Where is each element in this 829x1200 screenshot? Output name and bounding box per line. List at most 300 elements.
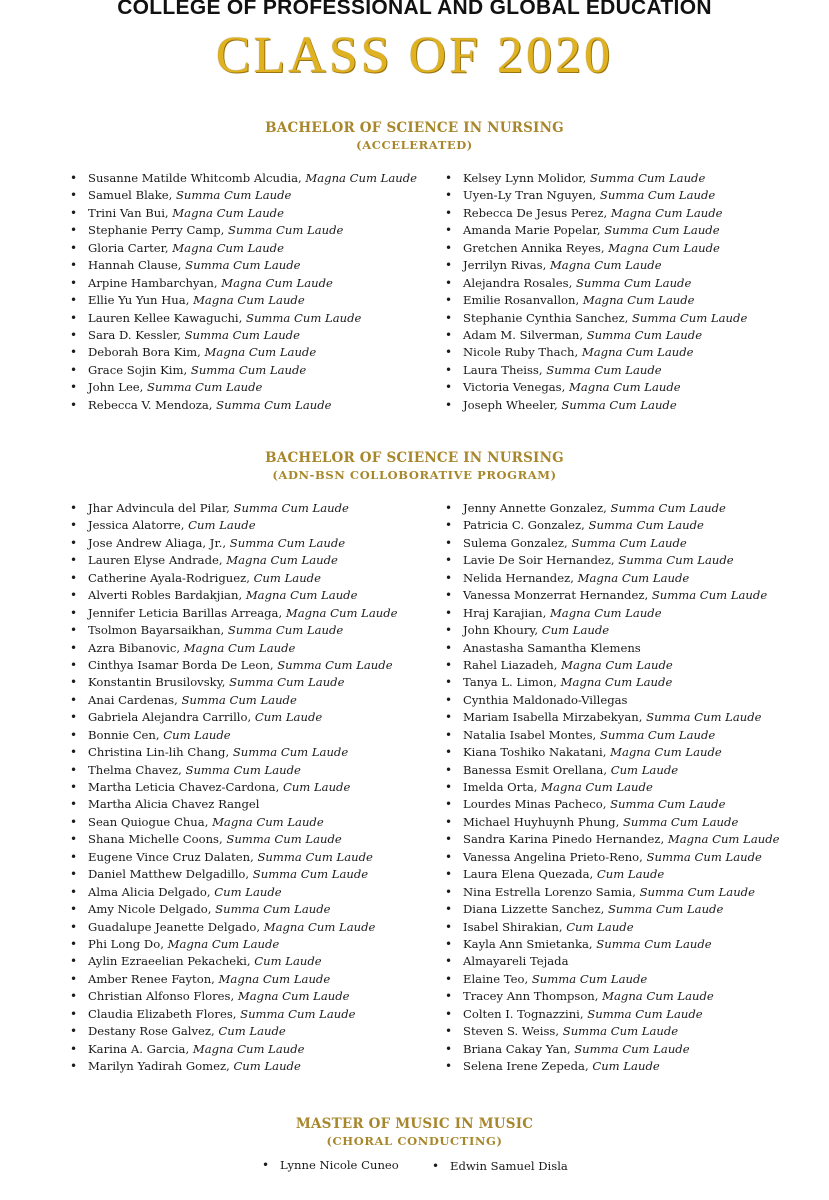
graduate-list-item xyxy=(70,814,398,831)
latin-honor: Summa Cum Laude xyxy=(232,745,349,760)
latin-honor: Summa Cum Laude xyxy=(646,849,762,864)
graduate-name: Banessa Esmit Orellana xyxy=(463,762,604,777)
graduate-list-item xyxy=(70,344,417,361)
class-of-2020-title: CLASS OF 2020 xyxy=(215,27,614,84)
graduate-name: Thelma Chavez xyxy=(88,762,179,777)
latin-honor: Magna Cum Laude xyxy=(285,605,398,620)
honor-separator: , xyxy=(177,327,185,342)
latin-honor: Magna Cum Laude xyxy=(549,605,662,620)
graduate-name: Ellie Yu Yun Hua xyxy=(88,293,186,308)
honor-separator: , xyxy=(524,971,532,986)
latin-honor: Magna Cum Laude xyxy=(610,745,722,760)
honor-separator: , xyxy=(207,902,216,917)
graduate-list-item xyxy=(70,622,398,639)
latin-honor: Magna Cum Laude xyxy=(667,832,780,847)
graduate-name: Kayla Ann Smietanka xyxy=(463,936,589,951)
graduate-name: Azra Bibanovic xyxy=(88,640,177,655)
graduate-name: Stephanie Cynthia Sanchez xyxy=(463,310,625,325)
honor-separator: , xyxy=(588,936,597,951)
graduate-name: Jenny Annette Gonzalez xyxy=(463,501,604,515)
graduate-name: Trini Van Bui xyxy=(88,205,165,220)
honor-separator: , xyxy=(575,293,583,308)
latin-honor: Cum Laude xyxy=(233,1059,301,1073)
graduate-list-item xyxy=(70,570,398,587)
graduate-name: Isabel Shirakian xyxy=(463,919,559,934)
graduate-list-item xyxy=(70,919,398,936)
honor-separator: , xyxy=(245,867,253,882)
honor-separator: , xyxy=(558,919,567,934)
graduate-name: Tracey Ann Thompson xyxy=(463,989,595,1004)
honor-separator: , xyxy=(183,362,191,377)
graduate-name: Lauren Kellee Kawaguchi xyxy=(88,310,239,325)
graduate-list-item xyxy=(70,936,398,953)
latin-honor: Summa Cum Laude xyxy=(599,188,716,203)
honor-separator: , xyxy=(603,762,611,777)
honor-separator: , xyxy=(197,345,205,360)
graduate-name: Rebecca De Jesus Perez xyxy=(463,205,604,220)
honor-separator: , xyxy=(584,1059,593,1073)
graduate-name: Joseph Wheeler xyxy=(463,397,554,412)
honor-separator: , xyxy=(222,535,230,550)
latin-honor: Summa Cum Laude xyxy=(216,397,332,412)
graduate-list-item xyxy=(445,779,779,796)
graduate-name: Gloria Carter xyxy=(88,240,165,255)
honor-separator: , xyxy=(246,570,254,585)
latin-honor: Summa Cum Laude xyxy=(622,814,739,829)
graduate-list-item xyxy=(432,1158,568,1175)
latin-honor: Cum Laude xyxy=(610,762,679,777)
honor-separator: , xyxy=(602,797,611,812)
graduate-name: Marilyn Yadirah Gomez xyxy=(88,1059,227,1073)
graduate-list-item xyxy=(70,1058,398,1075)
honor-separator: , xyxy=(220,223,229,238)
graduate-list-item xyxy=(445,744,779,761)
graduate-list-item xyxy=(70,988,398,1005)
latin-honor: Magna Cum Laude xyxy=(212,814,324,829)
latin-honor: Cum Laude xyxy=(254,954,322,969)
graduate-list-item xyxy=(70,275,417,292)
graduate-list-item xyxy=(445,552,779,569)
honor-separator: , xyxy=(218,553,227,568)
honor-separator: , xyxy=(542,605,550,620)
graduate-list-item xyxy=(70,1023,398,1040)
latin-honor: Summa Cum Laude xyxy=(229,535,346,550)
graduate-list-item xyxy=(70,779,398,796)
graduate-name: Arpine Hambarchyan xyxy=(88,275,214,290)
graduate-list-item xyxy=(70,535,398,552)
latin-honor: Summa Cum Laude xyxy=(185,258,301,273)
graduate-name: Jessica Alatorre xyxy=(88,518,181,533)
honor-separator: , xyxy=(579,327,587,342)
graduate-list-item xyxy=(445,692,779,709)
graduate-list-item xyxy=(70,257,417,274)
graduate-list-item xyxy=(445,674,779,691)
graduate-name: Eugene Vince Cruz Dalaten xyxy=(88,849,251,864)
latin-honor: Magna Cum Laude xyxy=(237,989,350,1004)
graduate-name: Samuel Blake xyxy=(88,188,169,203)
latin-honor: Magna Cum Laude xyxy=(577,570,690,585)
graduate-list-item xyxy=(445,936,779,953)
latin-honor: Cum Laude xyxy=(218,1024,286,1039)
graduate-name: Jerrilyn Rivas xyxy=(463,258,543,273)
graduate-list-item xyxy=(445,727,779,744)
honor-separator: , xyxy=(297,171,306,185)
honor-separator: , xyxy=(225,745,233,760)
honor-separator: , xyxy=(250,849,258,864)
honor-separator: , xyxy=(600,240,609,255)
graduate-list-item xyxy=(70,205,417,222)
latin-honor: Magna Cum Laude xyxy=(172,240,284,255)
graduate-name: Konstantin Brusilovsky xyxy=(88,675,222,690)
graduate-name: Jose Andrew Aliaga, Jr. xyxy=(88,535,223,550)
graduate-list-item xyxy=(70,310,417,327)
graduate-list-item xyxy=(445,517,779,534)
graduate-name: Lynne Nicole Cuneo xyxy=(280,1158,399,1172)
honor-separator: , xyxy=(632,884,640,899)
graduate-list-item xyxy=(445,1023,779,1040)
latin-honor: Magna Cum Laude xyxy=(263,919,376,934)
honor-separator: , xyxy=(164,240,173,255)
graduate-name: Selena Irene Zepeda xyxy=(463,1059,585,1073)
honor-separator: , xyxy=(581,518,589,533)
graduate-name: Alejandra Rosales xyxy=(463,275,569,290)
honor-separator: , xyxy=(533,780,542,794)
latin-honor: Magna Cum Laude xyxy=(569,380,681,395)
honor-separator: , xyxy=(232,1006,241,1021)
latin-honor: Summa Cum Laude xyxy=(240,1006,356,1021)
latin-honor: Summa Cum Laude xyxy=(562,1024,679,1039)
graduate-name: Claudia Elizabeth Flores xyxy=(88,1006,233,1021)
graduate-list-item xyxy=(70,170,417,187)
honor-separator: , xyxy=(538,362,547,377)
graduate-list-item xyxy=(445,796,779,813)
college-heading: COLLEGE OF PROFESSIONAL AND GLOBAL EDUCATION xyxy=(117,0,712,19)
latin-honor: Magna Cum Laude xyxy=(183,640,296,655)
graduate-name: Cinthya Isamar Borda De Leon xyxy=(88,657,270,672)
latin-honor: Magna Cum Laude xyxy=(204,345,317,360)
graduate-list-item xyxy=(445,379,747,396)
accelerated-left-list xyxy=(70,170,417,414)
honor-separator: , xyxy=(180,518,189,533)
honor-separator: , xyxy=(600,902,608,917)
honor-separator: , xyxy=(610,553,619,568)
graduate-name: Alverti Robles Bardakjian xyxy=(88,588,239,603)
graduate-name: Anastasha Samantha Klemens xyxy=(463,640,641,655)
latin-honor: Magna Cum Laude xyxy=(582,293,695,308)
graduate-name: Daniel Matthew Delgadillo xyxy=(88,867,246,882)
latin-honor: Summa Cum Laude xyxy=(190,362,307,377)
latin-honor: Summa Cum Laude xyxy=(599,727,716,742)
graduate-list-item xyxy=(445,397,747,414)
graduate-name: Sean Quiogue Chua xyxy=(88,814,205,829)
latin-honor: Summa Cum Laude xyxy=(610,797,726,812)
honor-separator: , xyxy=(168,188,176,203)
graduate-list-item xyxy=(445,170,747,187)
graduate-name: Susanne Matilde Whitcomb Alcudia xyxy=(88,171,298,185)
graduate-name: Shana Michelle Coons xyxy=(88,832,219,847)
graduate-list-item xyxy=(70,605,398,622)
adn-bsn-right-list xyxy=(445,500,779,1075)
graduate-list-item xyxy=(445,831,779,848)
graduate-name: Kiana Toshiko Nakatani xyxy=(463,745,603,760)
graduate-list-item xyxy=(70,500,398,517)
latin-honor: Summa Cum Laude xyxy=(587,1006,703,1021)
graduate-list-item xyxy=(70,292,417,309)
graduate-list-item xyxy=(445,657,779,674)
honor-separator: , xyxy=(660,832,668,847)
latin-honor: Summa Cum Laude xyxy=(639,884,755,899)
graduate-name: Kelsey Lynn Molidor xyxy=(463,171,583,185)
latin-honor: Summa Cum Laude xyxy=(651,588,768,603)
graduate-name: Aylin Ezraeelian Pekacheki xyxy=(88,954,247,969)
honor-separator: , xyxy=(176,640,184,655)
graduate-name: Natalia Isabel Montes xyxy=(463,727,593,742)
latin-honor: Cum Laude xyxy=(163,727,231,742)
honor-separator: , xyxy=(246,954,255,969)
graduate-list-item xyxy=(445,292,747,309)
latin-honor: Summa Cum Laude xyxy=(589,171,706,185)
latin-honor: Magna Cum Laude xyxy=(193,293,305,308)
accelerated-right-list xyxy=(445,170,747,414)
graduate-name: Laura Theiss xyxy=(463,362,539,377)
honor-separator: , xyxy=(208,397,217,412)
graduate-name: Hannah Clause xyxy=(88,258,178,273)
graduate-name: Amanda Marie Popelar xyxy=(463,223,597,238)
graduate-list-item xyxy=(70,901,398,918)
honor-separator: , xyxy=(582,171,590,185)
graduate-list-item xyxy=(445,971,779,988)
graduate-name: Laura Elena Quezada xyxy=(463,867,590,882)
honor-separator: , xyxy=(164,205,173,220)
graduate-list-item xyxy=(445,240,747,257)
graduate-list-item xyxy=(70,187,417,204)
graduate-list-item xyxy=(445,587,779,604)
honor-separator: , xyxy=(602,745,611,760)
honor-separator: , xyxy=(247,710,255,725)
graduate-list-item xyxy=(445,1041,779,1058)
latin-honor: Summa Cum Laude xyxy=(571,535,687,550)
latin-honor: Summa Cum Laude xyxy=(226,832,342,847)
latin-honor: Cum Laude xyxy=(592,1059,660,1073)
graduate-name: Alma Alicia Delgado xyxy=(88,884,207,899)
honor-separator: , xyxy=(596,223,605,238)
graduate-list-item xyxy=(445,605,779,622)
graduate-list-item xyxy=(70,327,417,344)
latin-honor: Cum Laude xyxy=(596,867,665,882)
honor-separator: , xyxy=(644,588,652,603)
latin-honor: Magna Cum Laude xyxy=(226,553,338,568)
honor-separator: , xyxy=(174,692,182,707)
graduate-name: Sandra Karina Pinedo Hernandez xyxy=(463,832,661,847)
graduate-name: Steven S. Weiss xyxy=(463,1024,556,1039)
honor-separator: , xyxy=(592,188,600,203)
honor-separator: , xyxy=(553,397,562,412)
graduate-name: John Khoury xyxy=(463,623,535,638)
graduate-name: Jhar Advincula del Pilar xyxy=(88,501,227,515)
graduate-list-item xyxy=(70,379,417,396)
graduate-name: Tanya L. Limon xyxy=(463,675,554,690)
latin-honor: Summa Cum Laude xyxy=(607,902,724,917)
honor-separator: , xyxy=(615,814,623,829)
honor-separator: , xyxy=(594,989,603,1004)
latin-honor: Summa Cum Laude xyxy=(246,310,362,325)
latin-honor: Magna Cum Laude xyxy=(581,345,694,360)
graduate-name: Bonnie Cen xyxy=(88,727,156,742)
graduate-list-item xyxy=(70,657,398,674)
latin-honor: Summa Cum Laude xyxy=(631,310,748,325)
graduate-name: Catherine Ayala-Rodriguez xyxy=(88,570,247,585)
honor-separator: , xyxy=(568,275,576,290)
latin-honor: Magna Cum Laude xyxy=(218,971,331,986)
graduate-list-item xyxy=(70,866,398,883)
honor-separator: , xyxy=(204,814,213,829)
graduate-name: Tsolmon Bayarsaikhan xyxy=(88,623,221,638)
graduate-name: Adam M. Silverman xyxy=(463,327,580,342)
latin-honor: Magna Cum Laude xyxy=(192,1041,305,1056)
section-adn-bsn-subtitle: (ADN-BSN COLLOBORATIVE PROGRAM) xyxy=(272,468,557,482)
latin-honor: Summa Cum Laude xyxy=(277,657,393,672)
graduate-list-item xyxy=(70,692,398,709)
graduate-list-item xyxy=(70,709,398,726)
latin-honor: Summa Cum Laude xyxy=(531,971,648,986)
graduate-list-item xyxy=(70,240,417,257)
latin-honor: Summa Cum Laude xyxy=(227,623,344,638)
graduate-name: Uyen-Ly Tran Nguyen xyxy=(463,188,593,203)
graduate-list-item xyxy=(445,1006,779,1023)
graduate-name: Lavie De Soir Hernandez xyxy=(463,553,611,568)
honor-separator: , xyxy=(226,1059,234,1073)
graduate-name: Diana Lizzette Sanchez xyxy=(463,902,601,917)
latin-honor: Magna Cum Laude xyxy=(602,989,714,1004)
honor-separator: , xyxy=(206,884,215,899)
honor-separator: , xyxy=(278,605,286,620)
graduate-name: Cynthia Maldonado-Villegas xyxy=(463,692,628,707)
latin-honor: Magna Cum Laude xyxy=(541,780,653,794)
honor-separator: , xyxy=(563,535,572,550)
latin-honor: Cum Laude xyxy=(188,518,256,533)
honor-separator: , xyxy=(139,380,148,395)
latin-honor: Magna Cum Laude xyxy=(305,171,418,185)
graduate-list-item xyxy=(70,397,417,414)
honor-separator: , xyxy=(256,919,264,934)
graduate-list-item xyxy=(445,762,779,779)
honor-separator: , xyxy=(534,623,542,638)
graduate-name: Destany Rose Galvez xyxy=(88,1024,211,1039)
graduate-name: Lauren Elyse Andrade xyxy=(88,553,219,568)
honor-separator: , xyxy=(561,380,570,395)
graduate-list-item xyxy=(70,744,398,761)
latin-honor: Summa Cum Laude xyxy=(561,397,677,412)
graduate-name: Victoria Venegas xyxy=(463,380,562,395)
graduate-list-item xyxy=(445,919,779,936)
graduate-list-item xyxy=(445,362,747,379)
section-accelerated-subtitle: (ACCELERATED) xyxy=(356,138,473,152)
graduate-list-item xyxy=(445,866,779,883)
graduate-list-item xyxy=(445,310,747,327)
honor-separator: , xyxy=(221,675,230,690)
honor-separator: , xyxy=(185,1041,193,1056)
latin-honor: Summa Cum Laude xyxy=(596,936,712,951)
graduate-name: Martha Leticia Chavez-Cardona xyxy=(88,780,276,794)
graduate-name: Karina A. Garcia xyxy=(88,1041,186,1056)
graduate-name: Stephanie Perry Camp xyxy=(88,223,221,238)
music-right-list xyxy=(432,1158,568,1175)
graduate-name: Nina Estrella Lorenzo Samia xyxy=(463,884,633,899)
graduate-name: Vanessa Angelina Prieto-Reno xyxy=(463,849,640,864)
honor-separator: , xyxy=(238,588,246,603)
latin-honor: Summa Cum Laude xyxy=(257,849,373,864)
graduate-list-item xyxy=(70,762,398,779)
graduate-name: Hraj Karajian xyxy=(463,605,543,620)
honor-separator: , xyxy=(177,258,186,273)
graduate-list-item xyxy=(70,674,398,691)
graduate-name: Christian Alfonso Flores xyxy=(88,989,231,1004)
graduate-list-item xyxy=(445,953,779,970)
latin-honor: Summa Cum Laude xyxy=(575,275,692,290)
latin-honor: Magna Cum Laude xyxy=(245,588,358,603)
graduate-name: Patricia C. Gonzalez xyxy=(463,518,582,533)
honor-separator: , xyxy=(160,936,168,951)
graduate-name: Imelda Orta xyxy=(463,780,534,794)
graduate-list-item xyxy=(70,552,398,569)
latin-honor: Summa Cum Laude xyxy=(588,518,704,533)
honor-separator: , xyxy=(579,1006,588,1021)
honor-separator: , xyxy=(542,258,550,273)
graduate-list-item xyxy=(445,205,747,222)
honor-separator: , xyxy=(178,762,186,777)
honor-separator: , xyxy=(269,657,278,672)
honor-separator: , xyxy=(211,1024,219,1039)
graduate-name: Deborah Bora Kim xyxy=(88,345,198,360)
latin-honor: Magna Cum Laude xyxy=(608,240,720,255)
latin-honor: Summa Cum Laude xyxy=(604,223,720,238)
latin-honor: Magna Cum Laude xyxy=(561,657,673,672)
latin-honor: Summa Cum Laude xyxy=(574,1041,690,1056)
honor-separator: , xyxy=(592,727,600,742)
graduate-list-item xyxy=(70,1041,398,1058)
graduate-list-item xyxy=(70,884,398,901)
honor-separator: , xyxy=(603,501,611,515)
graduate-name: Guadalupe Jeanette Delgado xyxy=(88,919,257,934)
section-music-subtitle: (CHORAL CONDUCTING) xyxy=(326,1134,503,1148)
graduate-name: Mariam Isabella Mirzabekyan xyxy=(463,710,639,725)
latin-honor: Summa Cum Laude xyxy=(252,867,369,882)
latin-honor: Cum Laude xyxy=(541,623,610,638)
graduate-name: Jennifer Leticia Barillas Arreaga xyxy=(88,605,279,620)
latin-honor: Summa Cum Laude xyxy=(618,553,734,568)
latin-honor: Summa Cum Laude xyxy=(181,692,297,707)
latin-honor: Cum Laude xyxy=(214,884,282,899)
latin-honor: Summa Cum Laude xyxy=(586,327,703,342)
honor-separator: , xyxy=(589,867,597,882)
latin-honor: Magna Cum Laude xyxy=(610,205,723,220)
latin-honor: Summa Cum Laude xyxy=(229,675,345,690)
graduate-name: Grace Sojin Kim xyxy=(88,362,184,377)
graduate-list-item xyxy=(70,1006,398,1023)
latin-honor: Cum Laude xyxy=(254,710,323,725)
honor-separator: , xyxy=(639,849,647,864)
graduate-name: Amber Renee Fayton xyxy=(88,971,212,986)
graduate-list-item xyxy=(70,222,417,239)
graduate-list-item xyxy=(445,222,747,239)
latin-honor: Summa Cum Laude xyxy=(215,902,331,917)
graduate-list-item xyxy=(445,344,747,361)
graduate-name: Sara D. Kessler xyxy=(88,327,178,342)
latin-honor: Cum Laude xyxy=(282,780,351,794)
graduate-name: Nicole Ruby Thach xyxy=(463,345,575,360)
graduate-list-item xyxy=(445,327,747,344)
graduate-list-item xyxy=(70,831,398,848)
